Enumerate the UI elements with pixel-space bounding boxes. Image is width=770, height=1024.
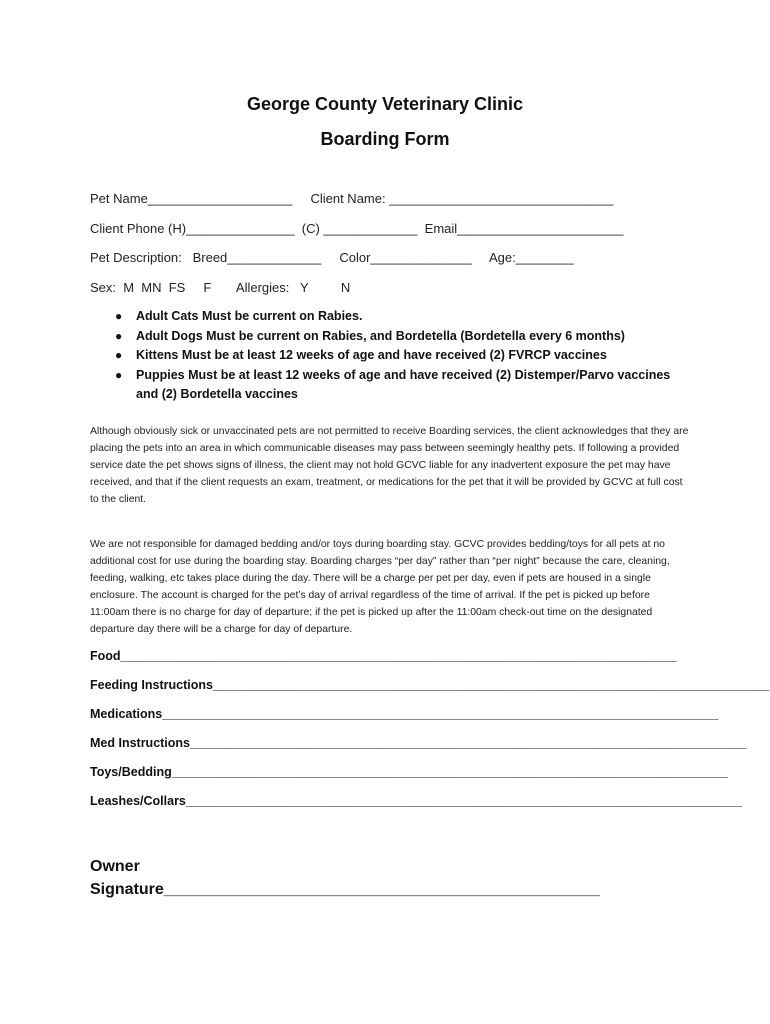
- pet-name-client-name-line[interactable]: Pet Name____________________ Client Name: _______________________________: [90, 191, 614, 206]
- signature-blank[interactable]: _________________________________________________: [163, 881, 600, 898]
- feeding-instructions-field[interactable]: Feeding Instructions________________________________________________________________________________: [90, 678, 770, 692]
- leashes-collars-label: Leashes/Collars: [90, 794, 186, 808]
- owner-label: Owner: [90, 858, 140, 875]
- pet-description-line[interactable]: Pet Description: Breed_____________ Color______________ Age:________: [90, 250, 574, 265]
- requirement-text: Adult Dogs Must be current on Rabies, and Bordetella (Bordetella every 6 months): [136, 328, 625, 343]
- signature-field[interactable]: [90, 881, 600, 899]
- signature-label: Signature: [90, 881, 164, 898]
- food-field[interactable]: Food________________________________________________________________________________: [90, 649, 677, 663]
- vaccination-requirements-list: [112, 307, 692, 405]
- bullet-icon: ●: [115, 328, 123, 343]
- liability-waiver-paragraph: Although obviously sick or unvaccinated pets are not permitted to receive Boarding services, the client acknowledges that they are placing the pets into an area in which communicable diseases may pass between seemingly healthy pets. If following a provided service date the pet shows signs of illness, the client may not hold GCVC liable for any inadvertent exposure the pet may have received, and that if the client requests an exam, treatment, or medications for the pet that it will be provided by GCVC at full cost to the client.: [90, 426, 689, 505]
- bullet-icon: ●: [115, 348, 123, 362]
- toys-bedding-label: Toys/Bedding: [90, 765, 172, 779]
- bullet-icon: ●: [115, 309, 123, 323]
- bullet-icon: ●: [115, 367, 123, 382]
- med-instructions-field[interactable]: Med Instructions________________________________________________________________________________: [90, 736, 747, 750]
- client-phone-email-line[interactable]: Client Phone (H)_______________ (C) _____________ Email_______________________: [90, 221, 624, 236]
- requirement-text: Adult Cats Must be current on Rabies.: [136, 309, 363, 323]
- list-item: [112, 327, 692, 347]
- requirement-text: Puppies Must be at least 12 weeks of age and have received (2) Distemper/Parvo vaccines and (2) Bordetella vaccines: [136, 367, 671, 401]
- list-item: [112, 346, 692, 366]
- leashes-collars-field[interactable]: Leashes/Collars________________________________________________________________________________: [90, 794, 743, 808]
- list-item: [112, 307, 692, 327]
- list-item: [112, 366, 692, 405]
- medications-label: Medications: [90, 707, 163, 721]
- med-instructions-label: Med Instructions: [90, 736, 191, 750]
- toys-bedding-field[interactable]: Toys/Bedding________________________________________________________________________________: [90, 765, 728, 779]
- food-label: Food: [90, 649, 121, 663]
- requirement-text: Kittens Must be at least 12 weeks of age and have received (2) FVRCP vaccines: [136, 348, 607, 362]
- clinic-name: George County Veterinary Clinic: [246, 94, 524, 114]
- feeding-instructions-label: Feeding Instructions: [90, 678, 213, 692]
- sex-allergies-line[interactable]: Sex: M MN FS F Allergies: Y N: [90, 280, 351, 295]
- medications-field[interactable]: Medications________________________________________________________________________________: [90, 707, 719, 721]
- form-title: Boarding Form: [320, 129, 450, 149]
- boarding-policy-paragraph: We are not responsible for damaged bedding and/or toys during boarding stay. GCVC provides bedding/toys for all pets at no additional cost for use during the boarding stay. Boarding charges “per day” rather than “per night” because the care, cleaning, feeding, walking, etc takes place during the day. There will be a charge per pet per day, even if pets are housed in a single enclosure. The account is charged for the pet’s day of arrival regardless of the time of arrival. If the pet is picked up before 11:00am there is no charge for day of departure; if the pet is picked up after the 11:00am check-out time on the designated departure day there will be a charge for day of departure.: [90, 539, 670, 635]
